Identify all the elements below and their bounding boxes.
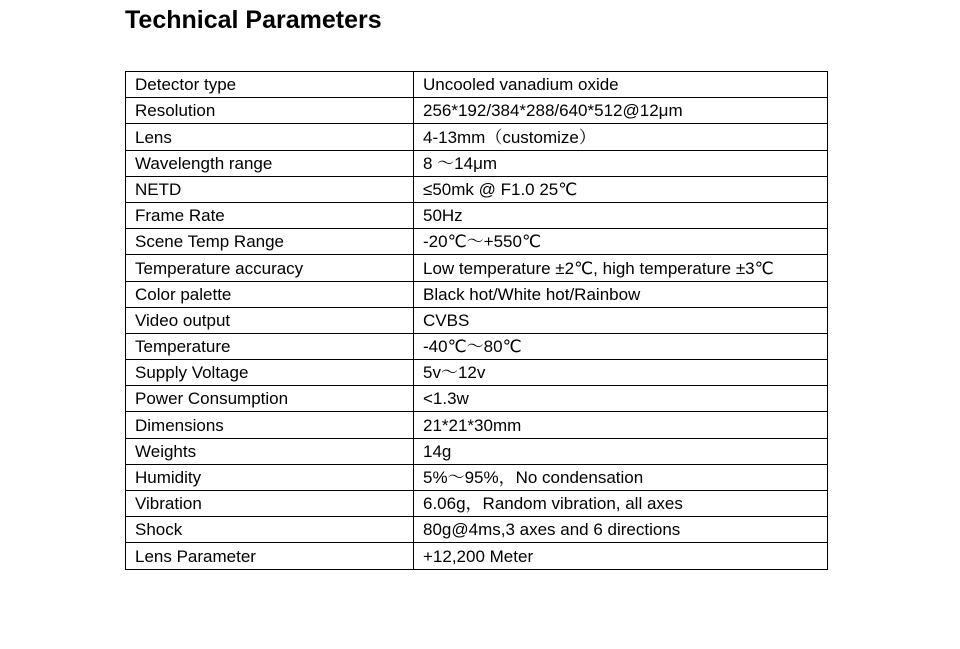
table-row [126, 202, 828, 228]
param-value: 5v～12v [414, 360, 828, 386]
param-value: 256*192/384*288/640*512@12μm [414, 98, 828, 124]
table-row [126, 438, 828, 464]
param-value: 50Hz [414, 202, 828, 228]
param-value: <1.3w [414, 386, 828, 412]
param-name: Lens [126, 124, 414, 150]
param-name: Shock [126, 517, 414, 543]
param-value: 14g [414, 438, 828, 464]
table-row [126, 229, 828, 255]
param-name: Lens Parameter [126, 543, 414, 569]
param-name: Color palette [126, 281, 414, 307]
spec-table [125, 71, 828, 570]
param-name: Wavelength range [126, 150, 414, 176]
table-row [126, 176, 828, 202]
param-name: Detector type [126, 72, 414, 98]
param-name: Power Consumption [126, 386, 414, 412]
table-row [126, 543, 828, 569]
param-value: Uncooled vanadium oxide [414, 72, 828, 98]
param-name: Video output [126, 307, 414, 333]
table-row [126, 412, 828, 438]
param-value: +12,200 Meter [414, 543, 828, 569]
table-row [126, 464, 828, 490]
param-name: Humidity [126, 464, 414, 490]
param-name: Supply Voltage [126, 360, 414, 386]
table-row [126, 255, 828, 281]
param-name: NETD [126, 176, 414, 202]
param-name: Temperature [126, 333, 414, 359]
param-name: Scene Temp Range [126, 229, 414, 255]
table-row [126, 124, 828, 150]
param-value: Black hot/White hot/Rainbow [414, 281, 828, 307]
param-value: 80g@4ms,3 axes and 6 directions [414, 517, 828, 543]
param-value: CVBS [414, 307, 828, 333]
param-value: 5%～95%，No condensation [414, 464, 828, 490]
table-row [126, 150, 828, 176]
table-row [126, 333, 828, 359]
param-value: ≤50mk @ F1.0 25℃ [414, 176, 828, 202]
param-name: Dimensions [126, 412, 414, 438]
param-name: Resolution [126, 98, 414, 124]
param-value: 8 ～14μm [414, 150, 828, 176]
table-row [126, 281, 828, 307]
param-value: 6.06g，Random vibration, all axes [414, 491, 828, 517]
param-value: 21*21*30mm [414, 412, 828, 438]
param-value: -40℃～80℃ [414, 333, 828, 359]
table-row [126, 98, 828, 124]
param-name: Temperature accuracy [126, 255, 414, 281]
param-name: Vibration [126, 491, 414, 517]
param-value: -20℃～+550℃ [414, 229, 828, 255]
param-name: Frame Rate [126, 202, 414, 228]
table-row [126, 386, 828, 412]
table-row [126, 307, 828, 333]
table-row [126, 491, 828, 517]
page-title: Technical Parameters [125, 6, 382, 34]
param-value: Low temperature ±2℃, high temperature ±3℃ [414, 255, 828, 281]
table-row [126, 72, 828, 98]
param-name: Weights [126, 438, 414, 464]
table-row [126, 360, 828, 386]
table-row [126, 517, 828, 543]
param-value: 4-13mm（customize） [414, 124, 828, 150]
